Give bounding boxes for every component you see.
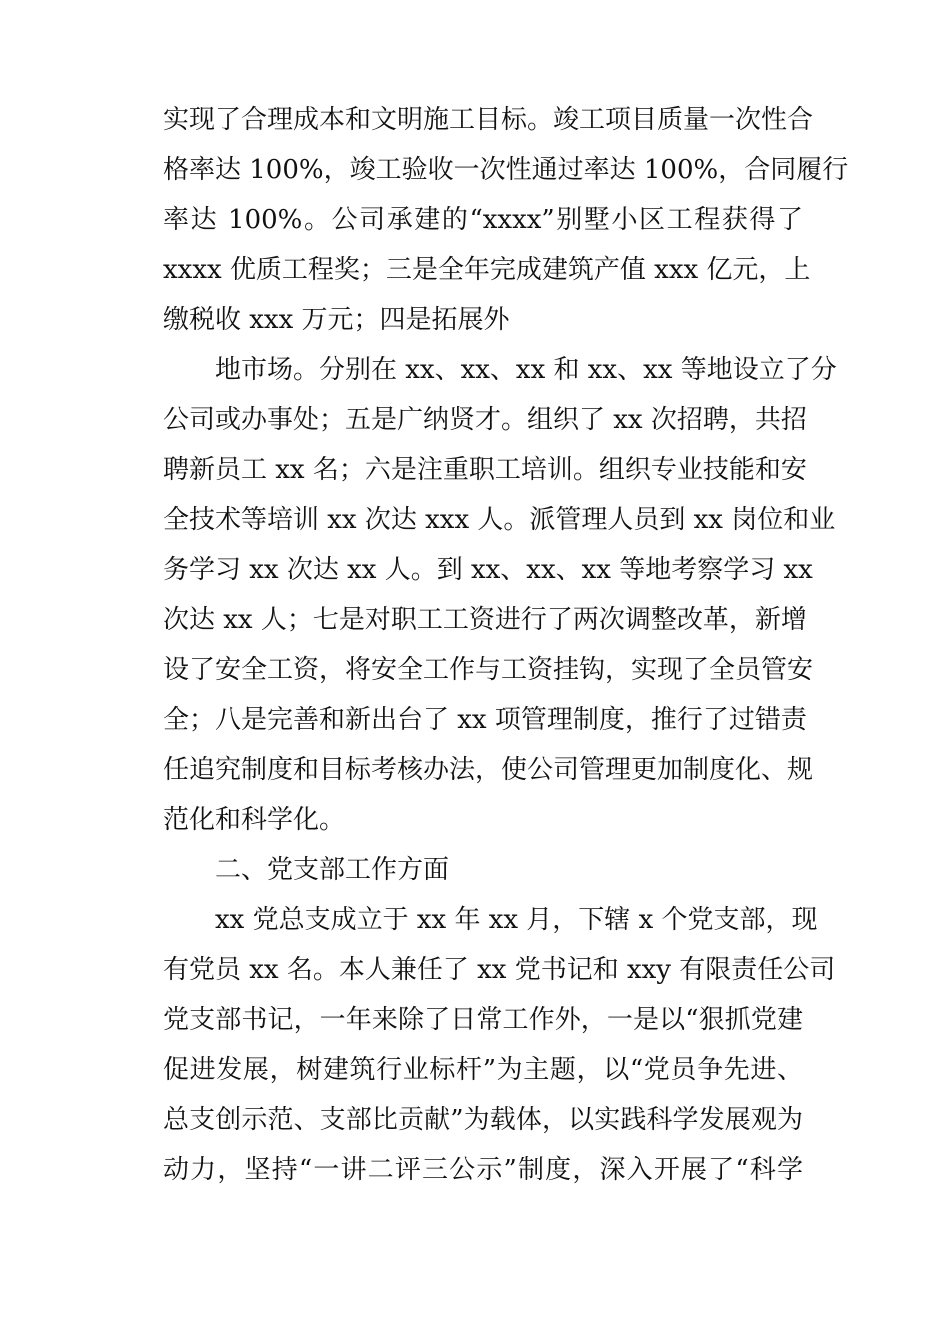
text-line: 实现了合理成本和文明施工目标。竣工项目质量一次性合	[163, 105, 814, 135]
text-line: 党支部书记，一年来除了日常工作外，一是以“狠抓党建	[163, 1005, 803, 1035]
text-line: 设了安全工资，将安全工作与工资挂钩，实现了全员管安	[163, 655, 814, 685]
text-line: 全；八是完善和新出台了 xx 项管理制度，推行了过错责	[163, 705, 807, 735]
text-line: 促进发展，树建筑行业标杆”为主题，以“党员争先进、	[163, 1055, 803, 1085]
text-line: 格率达 100%，竣工验收一次性通过率达 100%，合同履行	[163, 155, 849, 185]
text-line: xxxx 优质工程奖；三是全年完成建筑产值 xxx 亿元，上	[163, 255, 811, 285]
text-line: 务学习 xx 次达 xx 人。到 xx、xx、xx 等地考察学习 xx	[163, 555, 813, 585]
text-line: 缴税收 xxx 万元；四是拓展外	[163, 305, 510, 335]
text-line: 聘新员工 xx 名；六是注重职工培训。组织专业技能和安	[163, 455, 807, 485]
text-line: 总支创示范、支部比贡献”为载体，以实践科学发展观为	[163, 1105, 803, 1135]
section-heading: 二、党支部工作方面	[215, 855, 450, 885]
text-line: 动力，坚持“一讲二评三公示”制度，深入开展了“科学	[163, 1155, 803, 1185]
text-line: 地市场。分别在 xx、xx、xx 和 xx、xx 等地设立了分	[215, 355, 837, 385]
text-line: xx 党总支成立于 xx 年 xx 月，下辖 x 个党支部，现	[215, 905, 818, 935]
text-line: 全技术等培训 xx 次达 xxx 人。派管理人员到 xx 岗位和业	[163, 505, 836, 535]
text-line: 公司或办事处；五是广纳贤才。组织了 xx 次招聘，共招	[163, 405, 807, 435]
text-line: 有党员 xx 名。本人兼任了 xx 党书记和 xxy 有限责任公司	[163, 955, 836, 985]
text-line: 次达 xx 人；七是对职工工资进行了两次调整改革，新增	[163, 605, 807, 635]
text-line: 范化和科学化。	[163, 805, 346, 835]
document-body	[163, 95, 849, 1195]
text-line: 率达 100%。公司承建的“xxxx”别墅小区工程获得了	[163, 205, 803, 235]
text-line: 任追究制度和目标考核办法，使公司管理更加制度化、规	[163, 755, 814, 785]
